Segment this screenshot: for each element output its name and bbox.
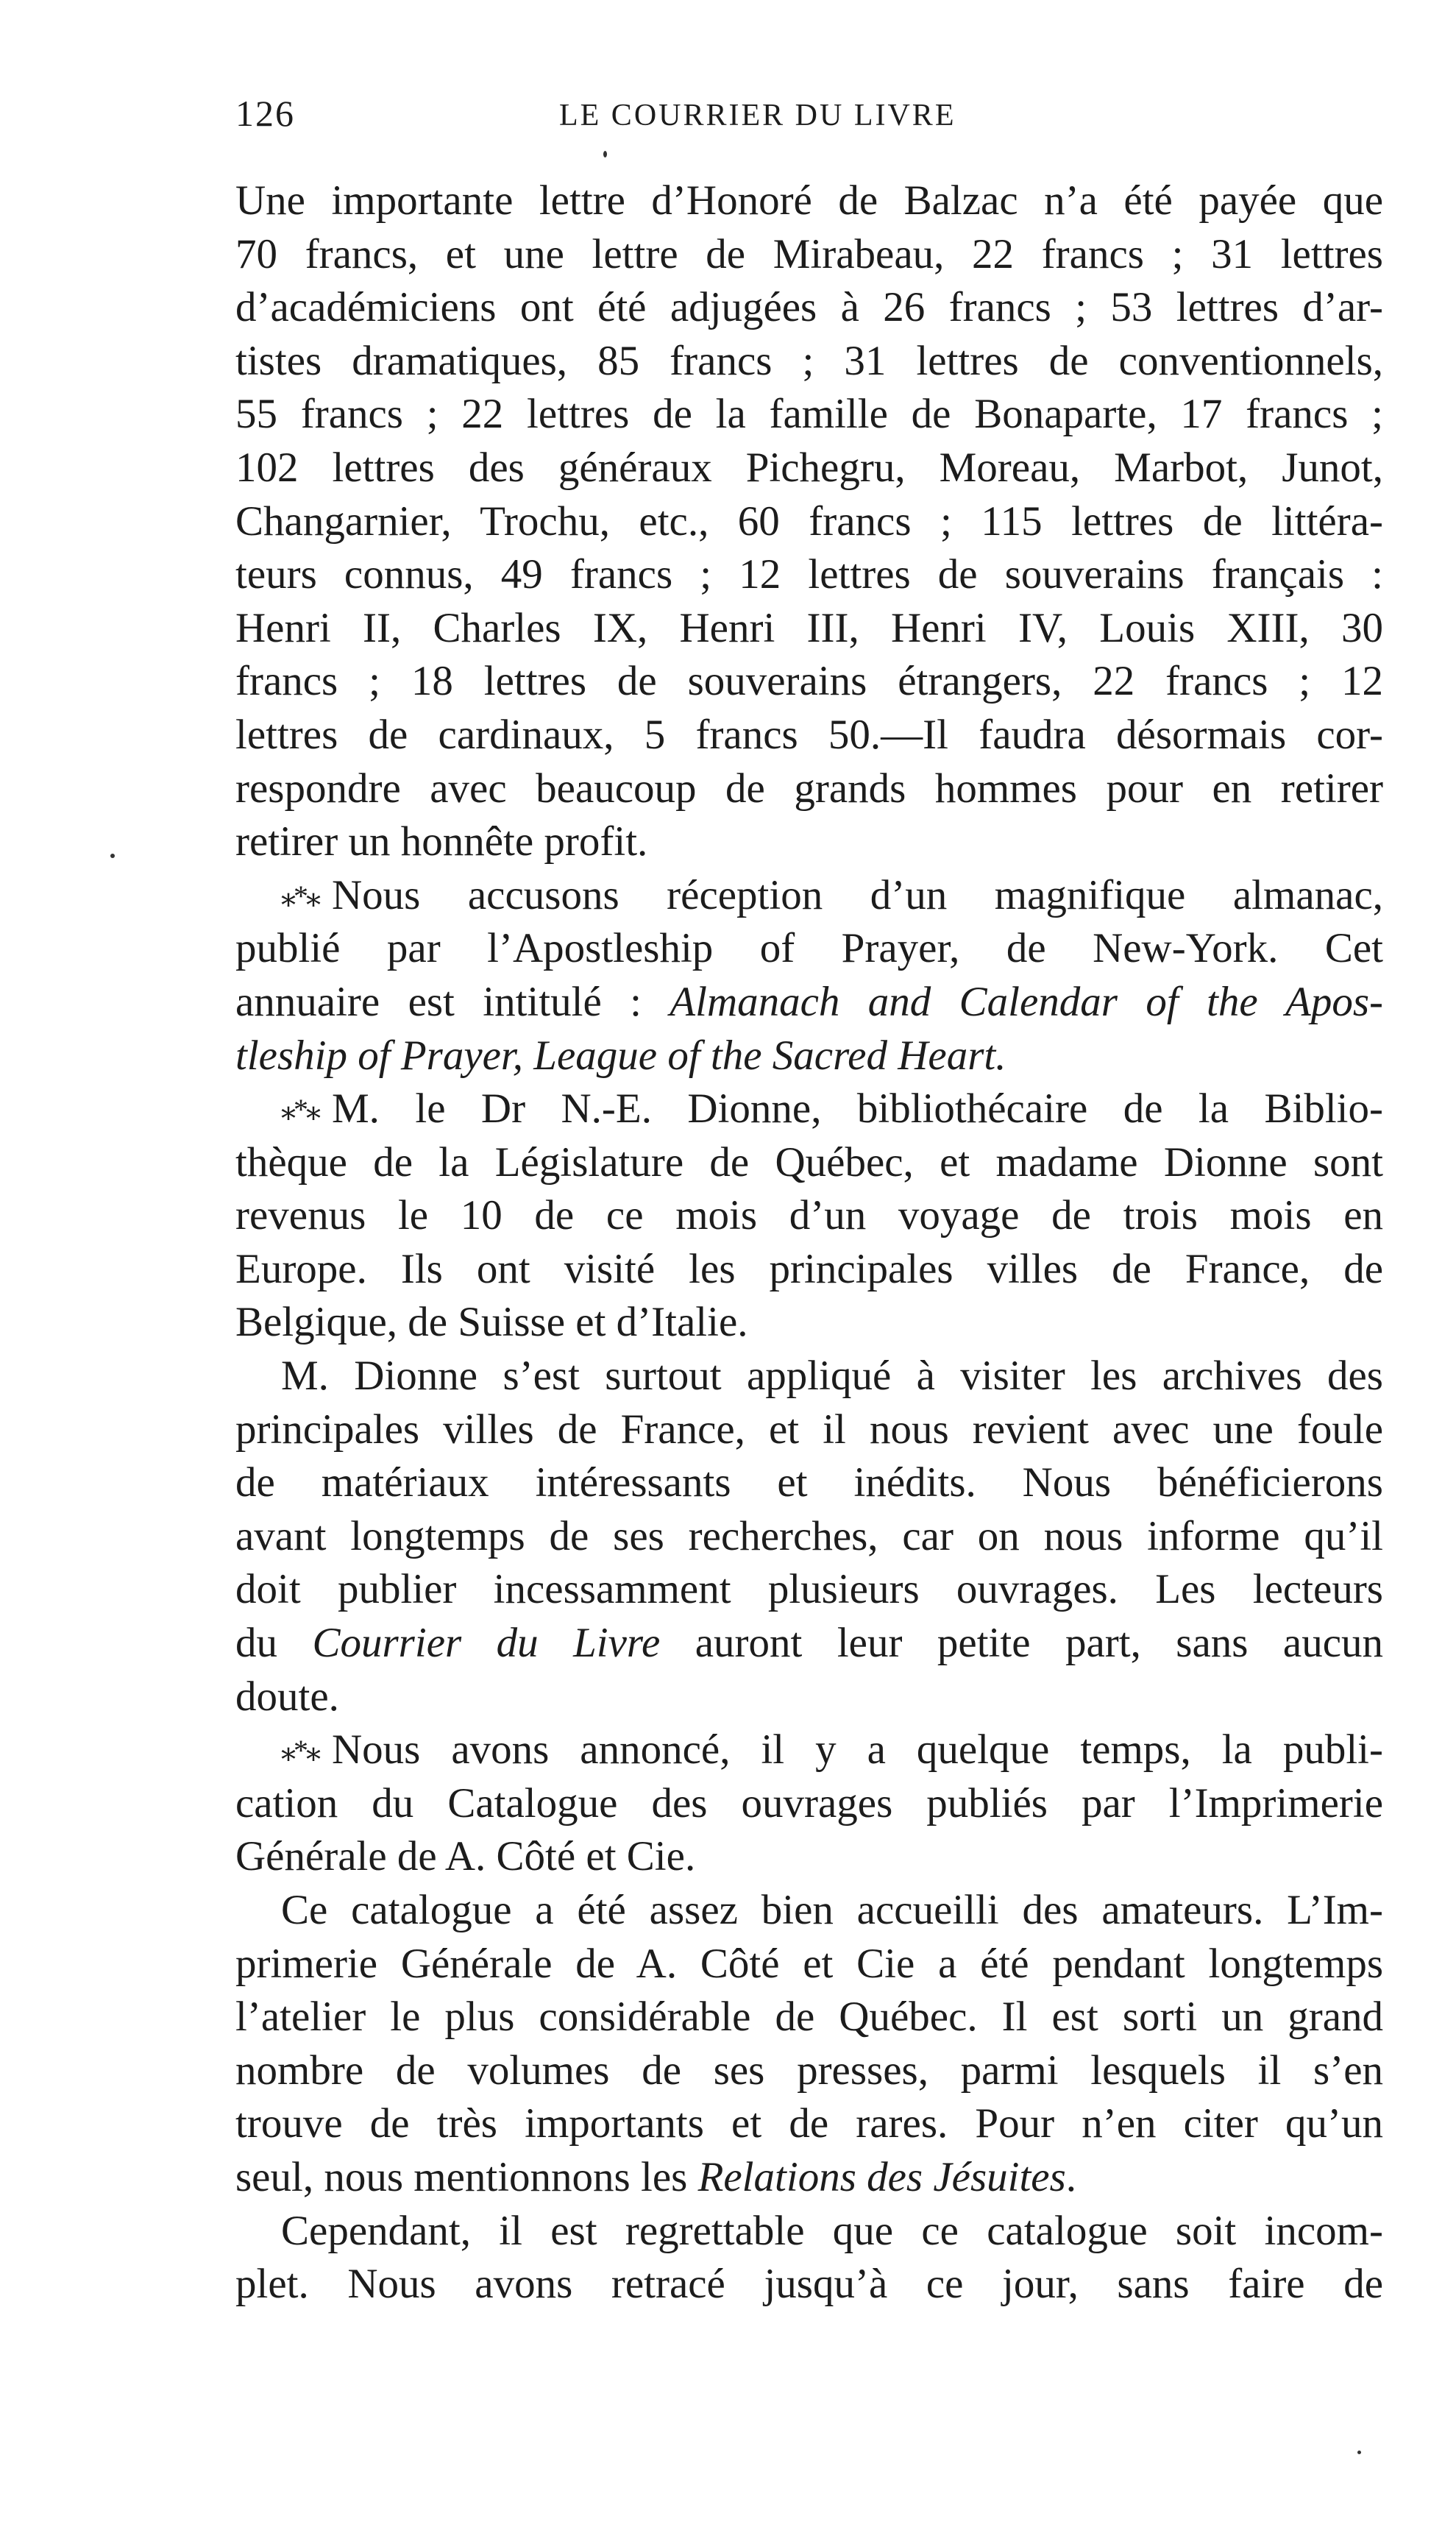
text-run: Nous avons annoncé, il y a quelque temps, la publi- xyxy=(332,1726,1383,1774)
text-line xyxy=(235,976,1383,1030)
text-line xyxy=(235,1403,1383,1457)
text-line xyxy=(235,1243,1383,1297)
text-line xyxy=(235,1189,1383,1243)
text-line xyxy=(235,922,1383,976)
asterism-mark: ⁎*⁎ xyxy=(281,879,319,913)
text-line xyxy=(235,2205,1383,2258)
text-run: Ce catalogue a été assez bien accueilli des amateurs. L’Im- xyxy=(281,1887,1383,1933)
text-line xyxy=(235,815,1383,869)
text-run: cation du Catalogue des ouvrages publiés par l’Imprimerie xyxy=(235,1779,1383,1826)
text-run: doit publier incessamment plusieurs ouvrages. Les lecteurs xyxy=(235,1566,1383,1613)
text-run: 70 francs, et une lettre de Mirabeau, 22 francs ; 31 lettres xyxy=(235,230,1383,277)
italic-title: Almanach and Calendar of the Apos- xyxy=(670,978,1383,1025)
text-line xyxy=(235,1030,1383,1083)
text-line xyxy=(235,2258,1383,2311)
text-run: tistes dramatiques, 85 francs ; 31 lettres de conventionnels, xyxy=(235,337,1383,384)
text-run: nombre de volumes de ses presses, parmi lesquels il s’en xyxy=(235,2047,1383,2094)
print-speck xyxy=(1357,2451,1361,2454)
text-run: trouve de très importants et de rares. Pour n’en citer qu’un xyxy=(235,2100,1383,2147)
text-line xyxy=(235,228,1383,282)
asterism-mark: ⁎*⁎ xyxy=(281,1734,319,1768)
text-line xyxy=(235,442,1383,495)
text-run: plet. Nous avons retracé jusqu’à ce jour, sans faire de xyxy=(235,2261,1383,2308)
italic-title: Courrier du Livre xyxy=(312,1620,661,1667)
text-line xyxy=(235,1510,1383,1564)
text-line xyxy=(235,1456,1383,1510)
page-number: 126 xyxy=(235,93,295,134)
text-line xyxy=(235,495,1383,549)
text-run: doute. xyxy=(235,1673,339,1720)
text-run: 102 lettres des généraux Pichegru, Moreau, Marbot, Junot, xyxy=(235,444,1383,491)
text-line xyxy=(235,1723,1383,1777)
text-line xyxy=(235,655,1383,709)
text-run: principales villes de France, et il nous revient avec une foule xyxy=(235,1406,1383,1453)
print-speck xyxy=(603,151,607,157)
text-line xyxy=(235,174,1383,228)
text-run: Belgique, de Suisse et d’Italie. xyxy=(235,1299,748,1346)
text-line xyxy=(235,2151,1383,2205)
text-run: primerie Générale de A. Côté et Cie a été pendant longtemps xyxy=(235,1940,1383,1987)
text-line xyxy=(235,1296,1383,1350)
text-line xyxy=(235,1884,1383,1938)
text-run: publié par l’Apostleship of Prayer, de New-York. Cet xyxy=(235,925,1383,972)
text-run: respondre avec beaucoup de grands hommes pour en retirer xyxy=(235,765,1383,812)
text-line xyxy=(235,388,1383,442)
text-run: du xyxy=(235,1620,313,1667)
text-line xyxy=(235,1777,1383,1831)
text-run: Générale de A. Côté et Cie. xyxy=(235,1833,696,1880)
text-line xyxy=(235,709,1383,762)
text-line xyxy=(235,869,1383,923)
text-run: M. le Dr N.-E. Dionne, bibliothécaire de la Biblio- xyxy=(332,1085,1383,1133)
text-run: Cependant, il est regrettable que ce catalogue soit incom- xyxy=(281,2207,1383,2254)
italic-title: tleship of Prayer, League of the Sacred Heart. xyxy=(235,1032,1006,1079)
text-line xyxy=(235,2097,1383,2151)
text-run: seul, nous mentionnons les xyxy=(235,2153,698,2200)
text-run: . xyxy=(1065,2153,1077,2200)
text-line xyxy=(235,1830,1383,1884)
text-line xyxy=(235,335,1383,389)
text-run: lettres de cardinaux, 5 francs 50.—Il faudra désormais cor- xyxy=(235,711,1383,758)
page-header xyxy=(235,92,1383,144)
running-title: LE COURRIER DU LIVRE xyxy=(559,99,956,132)
text-line xyxy=(235,602,1383,656)
text-run: teurs connus, 49 francs ; 12 lettres de souverains français : xyxy=(235,551,1383,598)
text-run: revenus le 10 de ce mois d’un voyage de trois mois en xyxy=(235,1192,1383,1239)
print-speck xyxy=(110,854,115,858)
text-run: francs ; 18 lettres de souverains étrangers, 22 francs ; 12 xyxy=(235,658,1383,705)
text-run: thèque de la Législature de Québec, et madame Dionne sont xyxy=(235,1138,1383,1186)
text-run: Changarnier, Trochu, etc., 60 francs ; 115 lettres de littéra- xyxy=(235,497,1383,545)
text-line xyxy=(235,1350,1383,1403)
asterism-mark: ⁎*⁎ xyxy=(281,1093,319,1127)
text-line xyxy=(235,1938,1383,1991)
text-line xyxy=(235,281,1383,335)
body-text xyxy=(235,174,1383,2311)
text-line xyxy=(235,1136,1383,1190)
text-run: auront leur petite part, sans aucun xyxy=(660,1620,1384,1667)
text-run: annuaire est intitulé : xyxy=(235,978,670,1025)
text-run: Henri II, Charles IX, Henri III, Henri IV, Louis XIII, 30 xyxy=(235,604,1383,651)
text-run: avant longtemps de ses recherches, car on nous informe qu’il xyxy=(235,1512,1383,1559)
text-line xyxy=(235,548,1383,602)
text-run: de matériaux intéressants et inédits. Nous bénéficierons xyxy=(235,1459,1383,1506)
text-run: Nous accusons réception d’un magnifique almanac, xyxy=(332,871,1383,918)
text-line xyxy=(235,1563,1383,1617)
text-run: retirer un honnête profit. xyxy=(235,818,648,865)
text-line xyxy=(235,762,1383,816)
text-line xyxy=(235,2044,1383,2098)
italic-title: Relations des Jésuites xyxy=(697,2153,1066,2200)
text-run: d’académiciens ont été adjugées à 26 francs ; 53 lettres d’ar- xyxy=(235,284,1383,331)
text-run: 55 francs ; 22 lettres de la famille de Bonaparte, 17 francs ; xyxy=(235,391,1383,438)
text-run: Europe. Ils ont visité les principales villes de France, de xyxy=(235,1245,1383,1292)
text-line xyxy=(235,1083,1383,1136)
text-run: Une importante lettre d’Honoré de Balzac n’a été payée que xyxy=(235,177,1383,224)
text-run: M. Dionne s’est surtout appliqué à visiter les archives des xyxy=(281,1353,1383,1400)
text-run: l’atelier le plus considérable de Québec. Il est sorti un grand xyxy=(235,1994,1383,2041)
text-line xyxy=(235,1670,1383,1724)
text-line xyxy=(235,1617,1383,1670)
text-line xyxy=(235,1991,1383,2044)
